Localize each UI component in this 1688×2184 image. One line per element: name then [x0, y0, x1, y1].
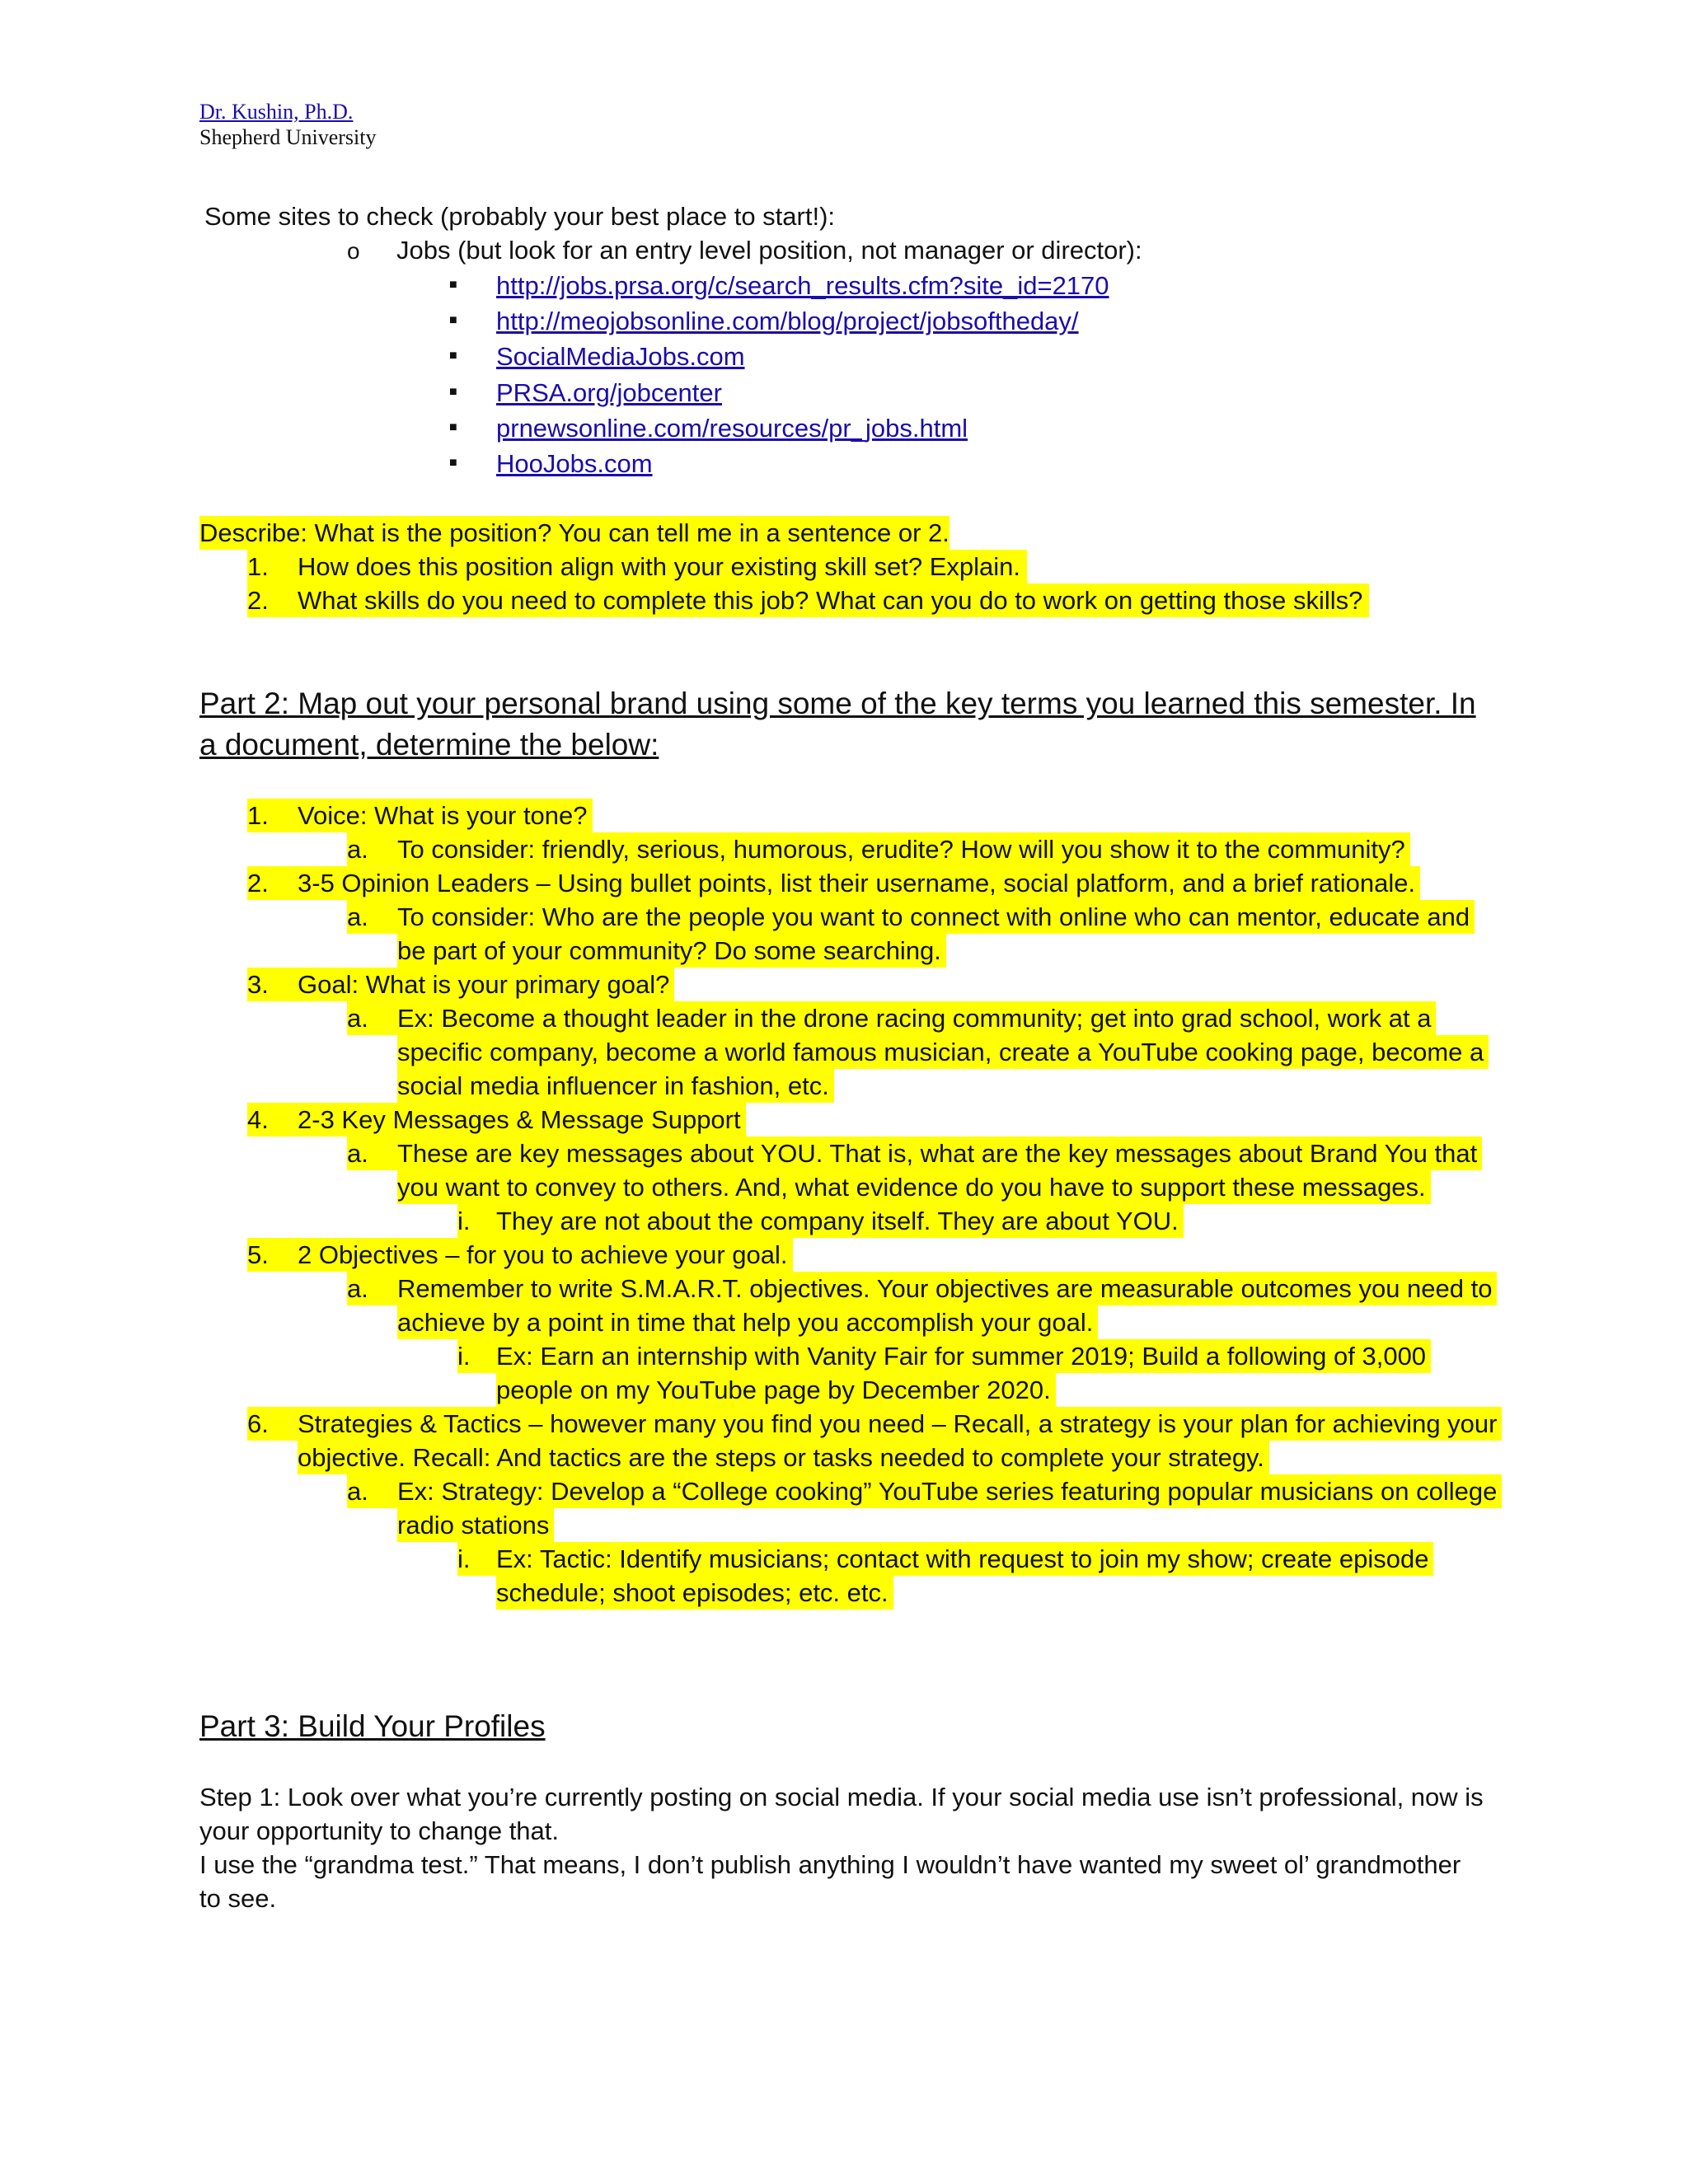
- outline-item-text: To consider: friendly, serious, humorous, erudite? How will you show it to the community?: [397, 832, 1410, 866]
- outline-item-text: Voice: What is your tone?: [298, 799, 593, 832]
- author-link[interactable]: Dr. Kushin, Ph.D.: [199, 100, 354, 124]
- outline-marker: i.: [457, 1204, 496, 1238]
- bullet-icon: ■: [449, 278, 457, 292]
- outline-item-text: social media influencer in fashion, etc.: [397, 1069, 834, 1103]
- outline-item-text: achieve by a point in time that help you accomplish your goal.: [397, 1305, 1098, 1339]
- bullet-icon: ■: [449, 385, 457, 399]
- outline-item-text: you want to convey to others. And, what evidence do you have to support these messages.: [397, 1170, 1431, 1204]
- outline-marker: a.: [347, 832, 397, 866]
- describe-item-2: [247, 583, 1369, 617]
- outline-marker: 4.: [247, 1103, 298, 1137]
- job-link[interactable]: PRSA.org/jobcenter: [496, 378, 722, 407]
- describe-item-2-text: What skills do you need to complete this job? What can you do to work on getting those skills?: [298, 586, 1363, 615]
- outline-item-text: radio stations: [397, 1508, 554, 1542]
- part3-heading: Part 3: Build Your Profiles: [199, 1709, 546, 1743]
- outline-marker: 5.: [247, 1238, 298, 1272]
- outline-item-text: objective. Recall: And tactics are the steps or tasks needed to complete your strategy.: [298, 1441, 1269, 1474]
- outline-item-text: 2-3 Key Messages & Message Support: [298, 1103, 746, 1137]
- outline-marker: i.: [457, 1542, 496, 1576]
- job-link[interactable]: http://meojobsonline.com/blog/project/jobsoftheday/: [496, 307, 1079, 335]
- outline-item-text: Ex: Earn an internship with Vanity Fair for summer 2019; Build a following of 3,000: [496, 1339, 1431, 1373]
- outline-marker: a.: [347, 900, 397, 934]
- outline-item-text: Goal: What is your primary goal?: [298, 968, 674, 1001]
- outline-item-text: They are not about the company itself. They are about YOU.: [496, 1204, 1184, 1238]
- sites-intro: Some sites to check (probably your best place to start!):: [204, 202, 836, 231]
- part3-line-3: I use the “grandma test.” That means, I don’t publish anything I wouldn’t have wanted my sweet ol’ grandmother: [199, 1850, 1461, 1879]
- describe-item-2-num: 2.: [247, 586, 269, 615]
- outline-item-text: These are key messages about YOU. That is, what are the key messages about Brand You that: [397, 1137, 1482, 1170]
- job-link[interactable]: SocialMediaJobs.com: [496, 342, 745, 371]
- part3-line-1: Step 1: Look over what you’re currently posting on social media. If your social media use isn’t professional, now is: [199, 1783, 1484, 1811]
- describe-item-1-num: 1.: [247, 552, 269, 581]
- institution: Shepherd University: [199, 125, 377, 149]
- outline-item-text: schedule; shoot episodes; etc. etc.: [496, 1576, 893, 1610]
- outline-marker: 3.: [247, 968, 298, 1001]
- bullet-icon: ■: [449, 456, 457, 470]
- job-link[interactable]: http://jobs.prsa.org/c/search_results.cfm?site_id=2170: [496, 271, 1109, 300]
- outline-marker: a.: [347, 1001, 397, 1035]
- outline-marker: 1.: [247, 799, 298, 832]
- jobs-label: Jobs (but look for an entry level position, not manager or director):: [396, 236, 1142, 265]
- outline-item-text: Strategies & Tactics – however many you find you need – Recall, a strategy is your plan for achieving your: [298, 1407, 1502, 1441]
- outline-marker: 6.: [247, 1407, 298, 1441]
- outline-marker: i.: [457, 1339, 496, 1373]
- part3-line-4: to see.: [199, 1884, 277, 1913]
- job-link[interactable]: HooJobs.com: [496, 449, 653, 478]
- part2-heading-line1: Part 2: Map out your personal brand using some of the key terms you learned this semester. In: [199, 687, 1476, 720]
- outline-item-text: 3-5 Opinion Leaders – Using bullet points, list their username, social platform, and a brief rationale.: [298, 866, 1420, 900]
- describe-item-1: [247, 550, 1027, 583]
- outline-item-text: people on my YouTube page by December 2020.: [496, 1373, 1056, 1407]
- part3-line-2: your opportunity to change that.: [199, 1816, 560, 1845]
- outline-item-text: To consider: Who are the people you want to connect with online who can mentor, educate and: [397, 900, 1475, 934]
- bullet-icon: ■: [449, 313, 457, 327]
- outline-marker: a.: [347, 1137, 397, 1170]
- outline-item-text: Ex: Strategy: Develop a “College cooking” YouTube series featuring popular musicians on college: [397, 1474, 1502, 1508]
- outline-item-text: Remember to write S.M.A.R.T. objectives. Your objectives are measurable outcomes you need to: [397, 1272, 1497, 1305]
- job-link[interactable]: prnewsonline.com/resources/pr_jobs.html: [496, 414, 968, 443]
- outline-item-text: specific company, become a world famous musician, create a YouTube cooking page, become a: [397, 1035, 1489, 1069]
- outline-item-text: Ex: Tactic: Identify musicians; contact with request to join my show; create episode: [496, 1542, 1433, 1576]
- outline-marker: a.: [347, 1474, 397, 1508]
- outline-item-text: be part of your community? Do some searching.: [397, 934, 946, 968]
- bullet-icon: ■: [449, 349, 457, 363]
- jobs-marker: o: [347, 238, 360, 264]
- outline-item-text: 2 Objectives – for you to achieve your goal.: [298, 1238, 793, 1272]
- bullet-icon: ■: [449, 420, 457, 434]
- part2-heading-line2: a document, determine the below:: [199, 728, 659, 762]
- describe-prompt: Describe: What is the position? You can tell me in a sentence or 2.: [199, 516, 950, 550]
- outline-item-text: Ex: Become a thought leader in the drone racing community; get into grad school, work at a: [397, 1001, 1436, 1035]
- describe-item-1-text: How does this position align with your existing skill set? Explain.: [298, 552, 1021, 581]
- outline-marker: 2.: [247, 866, 298, 900]
- outline-marker: a.: [347, 1272, 397, 1305]
